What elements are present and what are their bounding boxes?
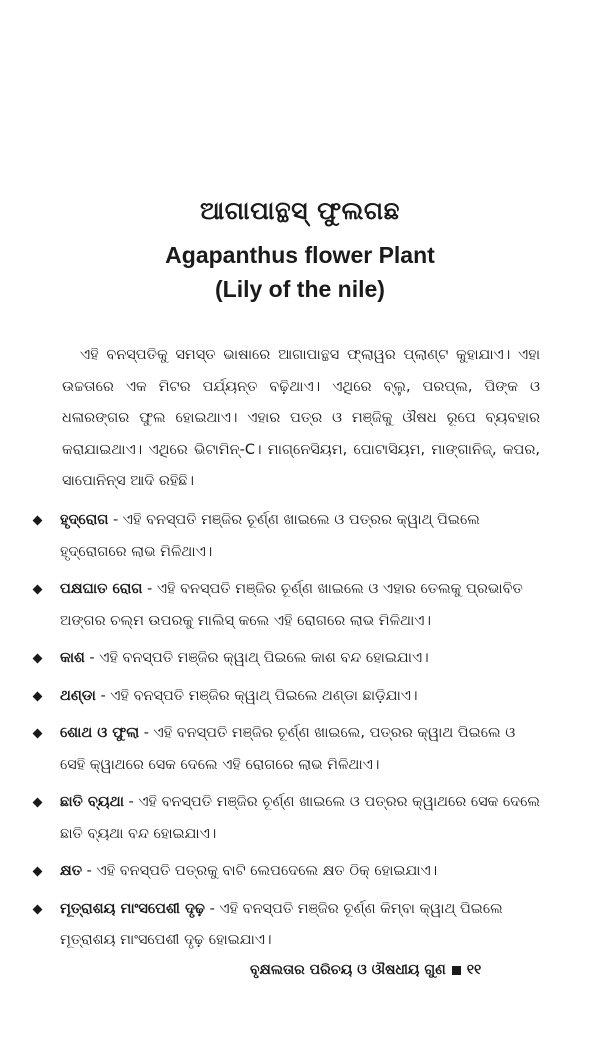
page-number: ୧୧ bbox=[466, 962, 482, 978]
list-item bbox=[34, 681, 544, 713]
remedy-term: କ୍ଷତ bbox=[60, 863, 83, 879]
remedy-term: କାଶ bbox=[60, 650, 85, 666]
remedy-text: - ଏହି ବନସ୍ପତି ମଞ୍ଜିର କ୍ୱାଥ୍ ପିଇଲେ କାଶ ବନ୍ଦ ହୋଇଯାଏ। bbox=[84, 650, 429, 666]
page-title-english bbox=[0, 238, 600, 306]
remedy-text: - ଏହି ବନସ୍ପତି ମଞ୍ଜିର ଚୂର୍ଣ୍ଣ ଖାଇଲେ ଓ ପତ୍ରର କ୍ୱାଥରେ ସେକ ଦେଲେ ଛାତି ବ୍ୟଥା ବନ୍ଦ ହୋଇଯାଏ। bbox=[60, 794, 541, 842]
remedy-text: - ଏହି ବନସ୍ପତି ମଞ୍ଜିର କ୍ୱାଥ୍ ପିଇଲେ ଥଣ୍ଡା ଛାଡ଼ିଯାଏ। bbox=[95, 687, 418, 704]
remedy-text: - ଏହି ବନସ୍ପତି ମଞ୍ଜିର ଚୂର୍ଣ୍ଣ ଖାଇଲେ, ପତ୍ରର କ୍ୱାଥ ପିଇଲେ ଓ ସେହି କ୍ୱାଥରେ ସେକ ଦେଲେ ଏହି ରୋଗରେ ଲାଭ ମିଳିଥାଏ। bbox=[60, 725, 516, 773]
remedy-term: ହୃଦ୍‌ରୋଗ bbox=[60, 512, 109, 528]
remedy-term: ପକ୍ଷଘାତ ରୋଗ bbox=[60, 581, 143, 597]
page-title-odia: ଆଗାପାନ୍ଥସ୍ ଫୁଲଗଛ bbox=[200, 196, 400, 225]
diamond-bullet-icon bbox=[33, 585, 43, 595]
diamond-bullet-icon bbox=[33, 516, 43, 526]
intro-text: ଏହି ବନସ୍ପତିକୁ ସମସ୍ତ ଭାଷାରେ ଆଗାପାନ୍ଥସ ଫ୍ଲାୱର ପ୍ଲାଣ୍ଟ କୁହାଯାଏ। ଏହା ଉଚ୍ଚତାରେ ଏକ ମିଟର ପର୍ଯ୍ୟନ୍ତ ବଢ଼ିଥାଏ। ଏଥିରେ ବ୍ଲୁ, ପରପ୍ଲ, ପିଙ୍କ ଓ ଧଳାରଙ୍ଗର ଫୁଲ ହୋଇଥାଏ। ଏହାର ପତ୍ର ଓ ମଞ୍ଜିକୁ ଔଷଧ ରୂପେ ବ୍ୟବହାର କରାଯାଇଥାଏ। ଏଥିରେ ଭିଟାମିନ୍-C। ମାଗ୍ନେସିୟମ, ପୋଟାସିୟମ, ମାଙ୍ଗାନିଜ୍, କପର, ସାପୋନିନ୍ସ ଆଦି ରହିଛି। bbox=[62, 347, 540, 489]
remedy-text: - ଏହି ବନସ୍ପତି ମଞ୍ଜିର ଚୂର୍ଣ୍ଣ ଖାଇଲେ ଓ ଏହାର ତେଲକୁ ପ୍ରଭାବିତ ଅଙ୍ଗର ଚଲ୍ମ ଉପରକୁ ମାଲିସ୍ କଲେ ଏହି ରୋଗରେ ଲାଭ ମିଳିଥାଏ। bbox=[60, 581, 523, 629]
diamond-bullet-icon bbox=[33, 904, 43, 914]
title-english-subtitle: (Lily of the nile) bbox=[215, 276, 385, 302]
list-item bbox=[34, 894, 544, 957]
list-item bbox=[34, 574, 544, 637]
remedy-text: - ଏହି ବନସ୍ପତି ମଞ୍ଜିର ଚୂର୍ଣ୍ଣ ଖାଇଲେ ଓ ପତ୍ରର କ୍ୱାଥ୍ ପିଇଲେ ହୃଦ୍‌ରୋଗରେ ଲାଭ ମିଳିଥାଏ। bbox=[60, 512, 480, 560]
diamond-bullet-icon bbox=[33, 691, 43, 701]
remedy-list bbox=[34, 505, 544, 963]
footer-book-title: ବୃକ୍ଷଲତାର ପରିଚୟ ଓ ଔଷଧୀୟ ଗୁଣ bbox=[250, 962, 446, 978]
diamond-bullet-icon bbox=[33, 729, 43, 739]
title-english-line: Agapanthus flower Plant bbox=[165, 242, 435, 268]
diamond-bullet-icon bbox=[33, 654, 43, 664]
list-item bbox=[34, 856, 544, 888]
remedy-text: - ଏହି ବନସ୍ପତି ପତ୍ରକୁ ବାଟି ଲେପଦେଲେ କ୍ଷତ ଠିକ୍ ହୋଇଯାଏ। bbox=[82, 863, 438, 879]
list-item bbox=[34, 787, 544, 850]
list-item bbox=[34, 718, 544, 781]
diamond-bullet-icon bbox=[33, 867, 43, 877]
square-separator-icon bbox=[452, 966, 461, 975]
remedy-term: ଶୋଥ ଓ ଫୁଲା bbox=[60, 725, 140, 741]
intro-paragraph bbox=[62, 340, 540, 498]
remedy-text: - ଏହି ବନସ୍ପତି ମଞ୍ଜିର ଚୂର୍ଣ୍ଣ କିମ୍ବା କ୍ୱାଥ୍ ପିଇଲେ ମୂତ୍ରାଶୟ ମାଂସପେଶୀ ଦୃଢ଼ ହୋଇଯାଏ। bbox=[60, 900, 503, 948]
diamond-bullet-icon bbox=[33, 798, 43, 808]
remedy-term: ମୂତ୍ରାଶୟ ମାଂସପେଶୀ ଦୃଢ଼ bbox=[60, 900, 205, 917]
list-item bbox=[34, 505, 544, 568]
remedy-term: ଛାତି ବ୍ୟଥା bbox=[60, 794, 124, 810]
remedy-term: ଥଣ୍ଡା bbox=[60, 687, 96, 704]
list-item bbox=[34, 643, 544, 675]
page-footer bbox=[250, 962, 550, 978]
